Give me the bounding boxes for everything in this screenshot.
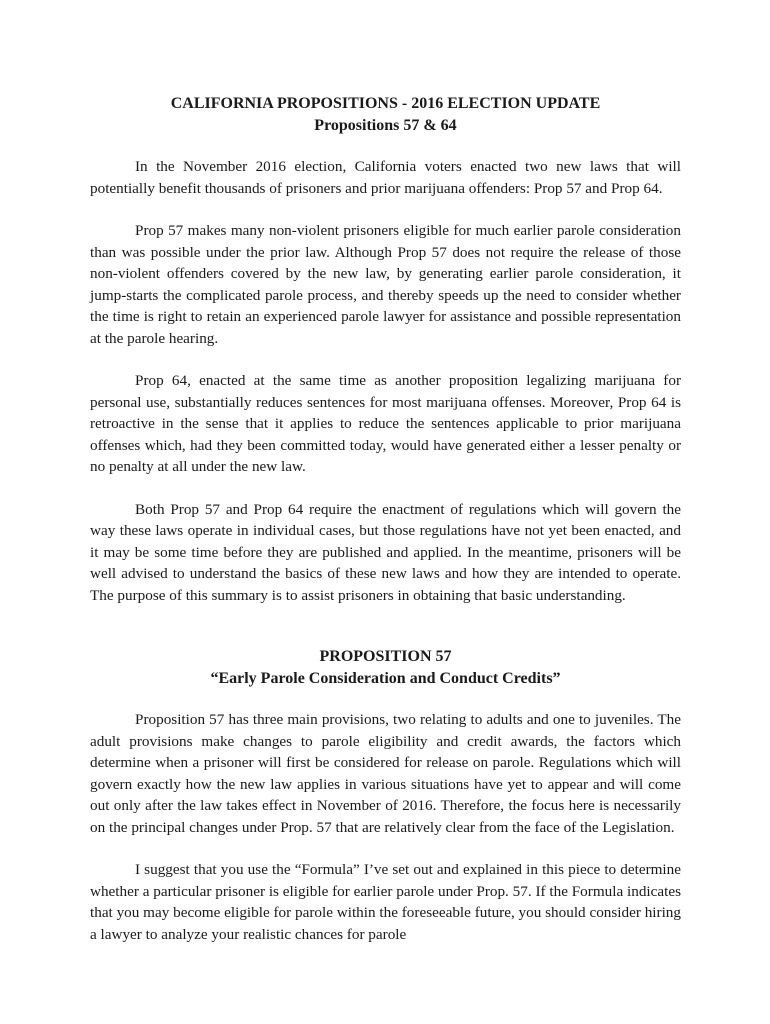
- section-subtitle: “Early Parole Consideration and Conduct Credits”: [210, 670, 561, 687]
- intro-paragraph-4: Both Prop 57 and Prop 64 require the enactment of regulations which will govern the way these laws operate in individual cases, but those regulations have not yet been enacted, and it may be some time before they are published and applied. In the meantime, prisoners will be well advised to understand the basics of these new laws and how they are intended to operate. The purpose of this summary is to assist prisoners in obtaining that basic understanding.: [90, 500, 681, 604]
- section-title: PROPOSITION 57: [319, 648, 452, 665]
- intro-paragraph-1: In the November 2016 election, California voters enacted two new laws that will potentially benefit thousands of prisoners and prior marijuana offenders: Prop 57 and Prop 64.: [90, 158, 681, 197]
- document-title: CALIFORNIA PROPOSITIONS - 2016 ELECTION UPDATE: [170, 95, 601, 112]
- intro-paragraph-3: Prop 64, enacted at the same time as another proposition legalizing marijuana for personal use, substantially reduces sentences for most marijuana offenses. Moreover, Prop 64 is retroactive in the sense that it applies to reduce the sentences applicable to prior marijuana offenses which, had they been committed today, would have generated either a lesser penalty or no penalty at all under the new law.: [90, 372, 681, 475]
- intro-paragraph-2: Prop 57 makes many non-violent prisoners eligible for much earlier parole consideration than was possible under the prior law. Although Prop 57 does not require the release of those non-violent offenders covered by the new law, by generating earlier parole consideration, it jump-starts the complicated parole process, and thereby speeds up the need to consider whether the time is right to retain an experienced parole lawyer for assistance and possible representation at the parole hearing.: [90, 222, 681, 347]
- document-subtitle: Propositions 57 & 64: [314, 117, 457, 134]
- document-page: [90, 93, 681, 966]
- prop-57-paragraph-1: Proposition 57 has three main provisions, two relating to adults and one to juveniles. The adult provisions make changes to parole eligibility and credit awards, the factors which determine when a prisoner will first be considered for release on parole. Regulations which will govern exactly how the new law applies in various situations have yet to appear and will come out only after the law takes effect in November of 2016. Therefore, the focus here is necessarily on the principal changes under Prop. 57 that are relatively clear from the face of the Legislation.: [90, 711, 681, 836]
- section-heading-prop-57: [90, 646, 681, 690]
- prop-57-paragraph-2: I suggest that you use the “Formula” I’ve set out and explained in this piece to determine whether a particular prisoner is eligible for earlier parole under Prop. 57. If the Formula indicates that you may become eligible for parole within the foreseeable future, you should consider hiring a lawyer to analyze your realistic chances for parole: [90, 861, 681, 943]
